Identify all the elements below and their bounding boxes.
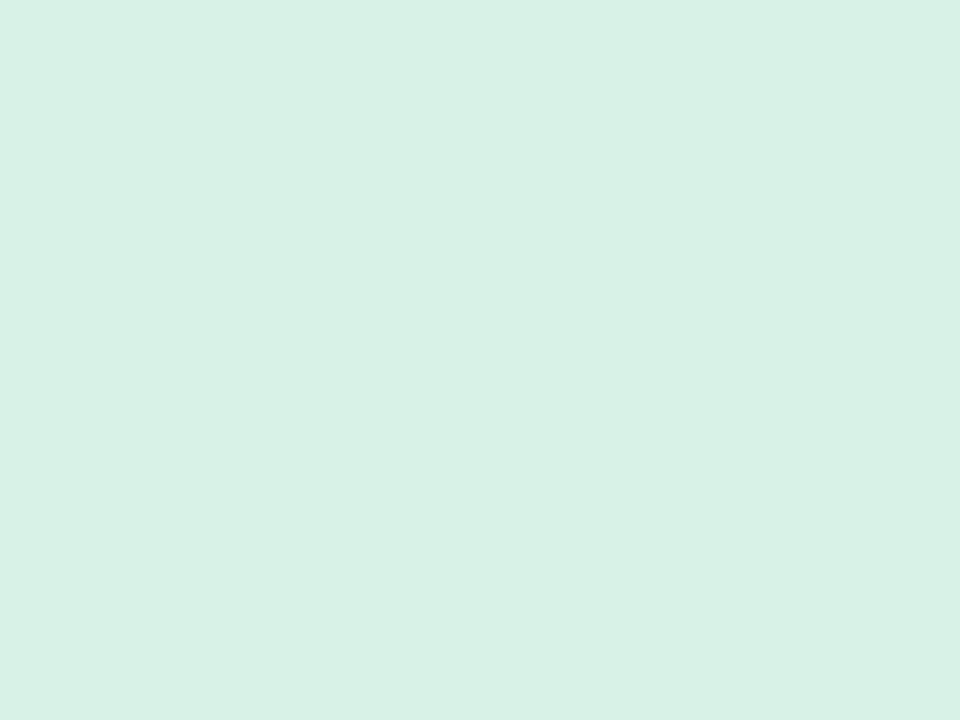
slide-header [0, 0, 960, 38]
brand-logo [40, 16, 44, 38]
header-top-row [0, 16, 960, 38]
